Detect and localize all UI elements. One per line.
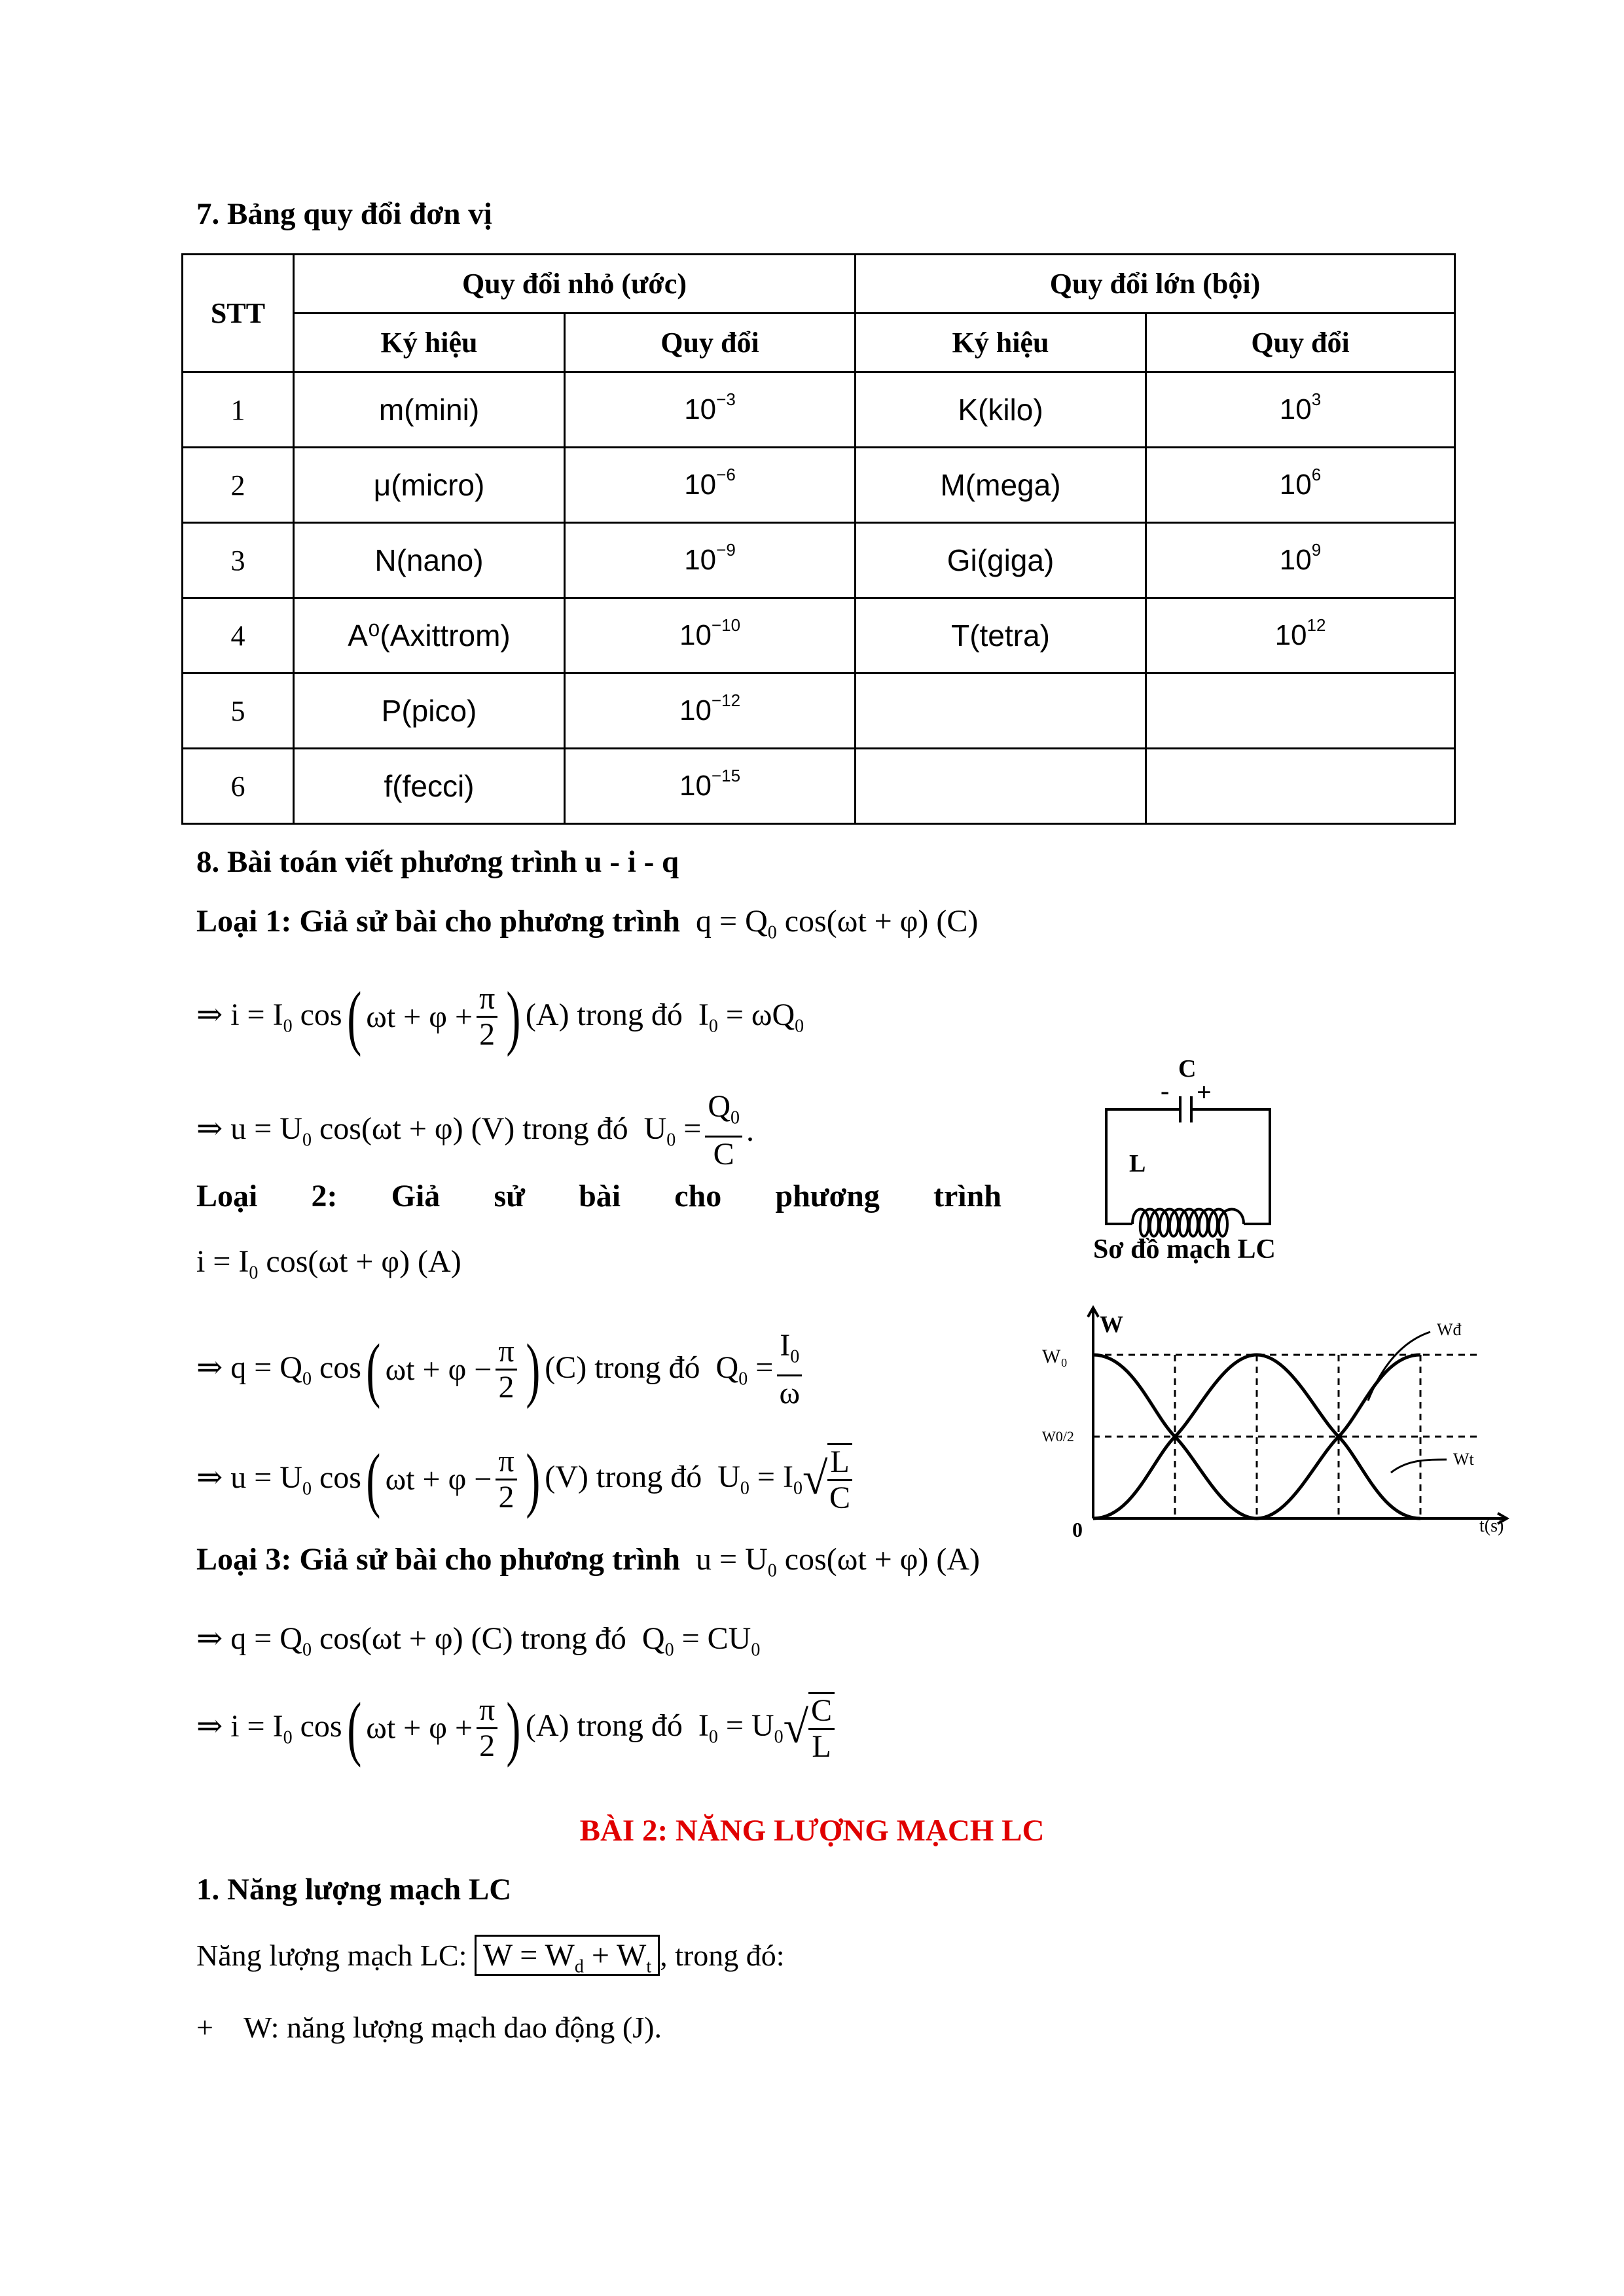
loai-2-q-equation: ⇒ $q = Q_0$ cos( ωt + φ − $\frac{\pi}{2}$ ) (C) trong đó $Q_0$ = $\frac{I_0}{\omega}$ [196,1329,806,1410]
w0-half-label: W0/2 [1042,1428,1074,1444]
energy-graph [1028,1302,1525,1545]
wt-pointer [1391,1460,1447,1473]
table-row: 2 μ(micro) $10^{-6}$ M(mega) $10^6$ [183,448,1455,523]
bai-2-title: BÀI 2: NĂNG LƯỢNG MẠCH LC [579,1814,1045,1848]
table-row: 1 m(mini) $10^{-3}$ K(kilo) $10^3$ [183,372,1455,448]
energy-formula-line: Năng lượng mạch LC: $W = W_d + W_t$ , trong đó: [196,1936,785,1987]
table-row: 3 N(nano) $10^{-9}$ Gi(giga) $10^9$ [183,523,1455,598]
unit-conversion-table [181,253,1456,825]
section-8-title: 8. Bài toán viết phương trình u - i - q [196,845,679,879]
table-row: 5 P(pico) $10^{-12}$ [183,673,1455,749]
circuit-caption: Sơ đồ mạch LC [1093,1234,1276,1265]
energy-formula-box: $W = W_d + W_t$ [475,1935,660,1976]
header-small-symbol: Ký hiệu [294,314,565,372]
header-small-group: Quy đổi nhỏ (ước) [294,255,856,314]
w0-label: W₀ [1042,1346,1068,1367]
header-large-symbol: Ký hiệu [856,314,1146,372]
loai-3-q-equation: ⇒ $q = Q_0$ cos(ωt + φ) (C) trong đó $Q_0 = CU_0$ [196,1621,761,1660]
wd-label: Wđ [1437,1320,1462,1339]
header-large-group: Quy đổi lớn (bội) [856,255,1455,314]
loai-3-line: Loại 3: Giả sử bài cho phương trình $u = U_0$ cos(ωt + φ) (A) [196,1542,981,1581]
svg-text:-: - [1161,1076,1170,1105]
svg-text:+: + [1197,1077,1212,1107]
loai-1-line: Loại 1: Giả sử bài cho phương trình $q = Q_0$ cos(ωt + φ) (C) [196,904,979,943]
section-7-title: 7. Bảng quy đổi đơn vị [196,197,492,231]
loai-1-label: Loại 1: Giả sử bài cho phương trình [196,904,681,939]
header-small-convert: Quy đổi [565,314,856,372]
energy-bullet: + W: năng lượng mạch dao động (J). [196,2011,662,2044]
loai-3-label: Loại 3: Giả sử bài cho phương trình [196,1542,681,1577]
table-row: 4 A⁰(Axittrom) $10^{-10}$ T(tetra) $10^{12}$ [183,598,1455,673]
loai-1-u-equation: ⇒ $u = U_0$ cos(ωt + φ) (V) trong đó $U_0$ = $\frac{Q_0}{C}$ . [196,1089,754,1172]
y-axis-label: W [1100,1311,1123,1337]
loai-3-i-equation: ⇒ $i = I_0$ cos( ωt + φ + $\frac{\pi}{2}$ ) (A) trong đó $I_0 = U_0√$ $\frac{C}{L}$ [196,1692,839,1764]
loai-2-given: $i = I_0$ cos(ωt + φ) (A) [196,1244,461,1283]
bai-2-section-1-title: 1. Năng lượng mạch LC [196,1873,512,1907]
capacitor-label: C [1178,1060,1197,1083]
header-large-convert: Quy đổi [1146,314,1455,372]
inductor-coil [1132,1210,1244,1236]
inductor-label: L [1129,1150,1146,1177]
loai-1-i-equation: ⇒ $i = I_0$ cos( ωt + φ + $\frac{\pi}{2}$ ) (A) trong đó $I_0 = \omega Q_0$ [196,977,804,1057]
origin-label: 0 [1072,1518,1083,1541]
loai-2-u-equation: ⇒ $u = U_0$ cos( ωt + φ − $\frac{\pi}{2}$ ) (V) trong đó $U_0 = I_0√$ $\frac{L}{C}$ [196,1443,856,1515]
loai-2-label: Loại 2: Giả sử bài cho phương trình [196,1179,1001,1213]
header-stt: STT [183,255,294,372]
x-axis-label: t(s) [1479,1516,1504,1536]
wt-label: Wt [1453,1450,1474,1469]
table-row: 6 f(fecci) $10^{-15}$ [183,749,1455,824]
